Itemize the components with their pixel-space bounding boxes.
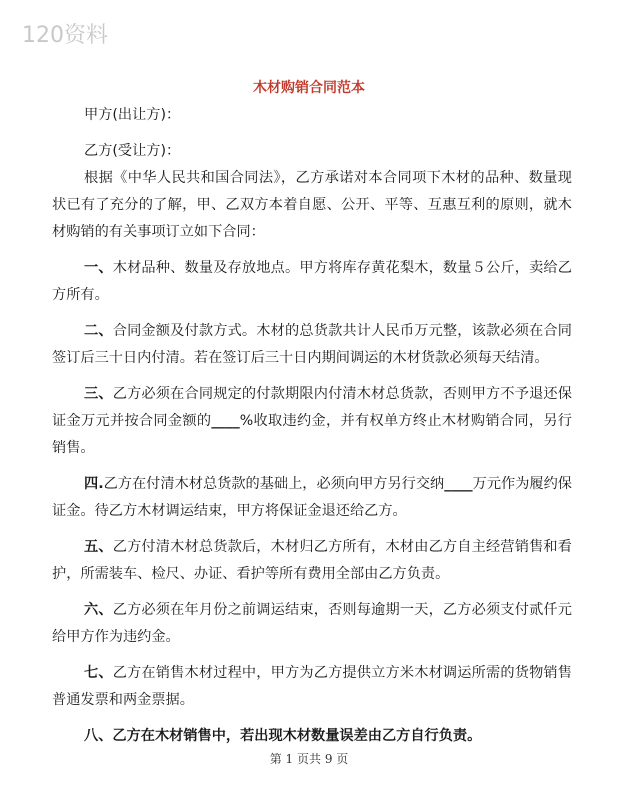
clause-text: 乙方必须在合同规定的付款期限内付清木材总货款，否则甲方不予退还保证金万元并按合同金额的 bbox=[52, 386, 572, 429]
party-b-line: 乙方(受让方)： bbox=[84, 143, 181, 159]
fill-blank: ____ bbox=[444, 476, 473, 492]
contract-body bbox=[52, 102, 572, 750]
clause-number: 二、 bbox=[84, 323, 113, 339]
clause-number: 四. bbox=[84, 476, 104, 492]
clause-text: 木材品种、数量及存放地点。甲方将库存黄花梨木，数量５公斤，卖给乙方所有。 bbox=[52, 260, 572, 303]
clause-number: 八、 bbox=[84, 728, 113, 744]
clause-number: 七、 bbox=[84, 665, 113, 681]
watermark-logo: 120资料 bbox=[22, 23, 108, 48]
party-a-line: 甲方(出让方)： bbox=[84, 107, 181, 123]
clause-number: 五、 bbox=[84, 539, 113, 555]
clause-number: 一、 bbox=[84, 260, 113, 276]
clause-text: 乙方在付清木材总货款的基础上，必须向甲方另行交纳 bbox=[103, 476, 445, 492]
clause-2 bbox=[52, 318, 572, 372]
clause-7 bbox=[52, 660, 572, 714]
intro-paragraph: 根据《中华人民共和国合同法》，乙方承诺对本合同项下木材的品种、数量现状已有了充分的了解，甲、乙双方本着自愿、公开、平等、互惠互利的原则，就木材购销的有关事项订立如下合同： bbox=[52, 170, 572, 240]
page-number: 第 1 页共 9 页 bbox=[269, 752, 349, 766]
clause-text: 乙方必须在年月份之前调运结束，否则每逾期一天，乙方必须支付贰仟元给甲方作为违约金。 bbox=[52, 602, 572, 645]
clause-text: 万元作为履约保证金。待乙方木材调运结束，甲方将保证金退还给乙方。 bbox=[52, 476, 572, 519]
document-title: 木材购销合同范本 bbox=[253, 80, 365, 96]
clause-text: 乙方在木材销售中，若出现木材数量误差由乙方自行负责。 bbox=[112, 728, 482, 744]
clause-text: 乙方在销售木材过程中，甲方为乙方提供立方米木材调运所需的货物销售普通发票和两金票据。 bbox=[52, 665, 572, 708]
clause-6 bbox=[52, 597, 572, 651]
clause-3 bbox=[52, 381, 572, 462]
clause-4 bbox=[52, 471, 572, 525]
clause-1 bbox=[52, 255, 572, 309]
clause-number: 六、 bbox=[84, 602, 113, 618]
clause-number: 三、 bbox=[84, 386, 113, 402]
clause-text: 合同金额及付款方式。木材的总货款共计人民币万元整，该款必须在合同签订后三十日内付清。若在签订后三十日内期间调运的木材货款必须每天结清。 bbox=[52, 323, 572, 366]
clause-text: %收取违约金，并有权单方终止木材购销合同，另行销售。 bbox=[52, 413, 572, 456]
clause-8 bbox=[52, 723, 572, 750]
fill-blank: ____ bbox=[211, 413, 240, 429]
clause-text: 乙方付清木材总货款后，木材归乙方所有，木材由乙方自主经营销售和看护，所需装车、检尺、办证、看护等所有费用全部由乙方负责。 bbox=[52, 539, 572, 582]
clause-5 bbox=[52, 534, 572, 588]
